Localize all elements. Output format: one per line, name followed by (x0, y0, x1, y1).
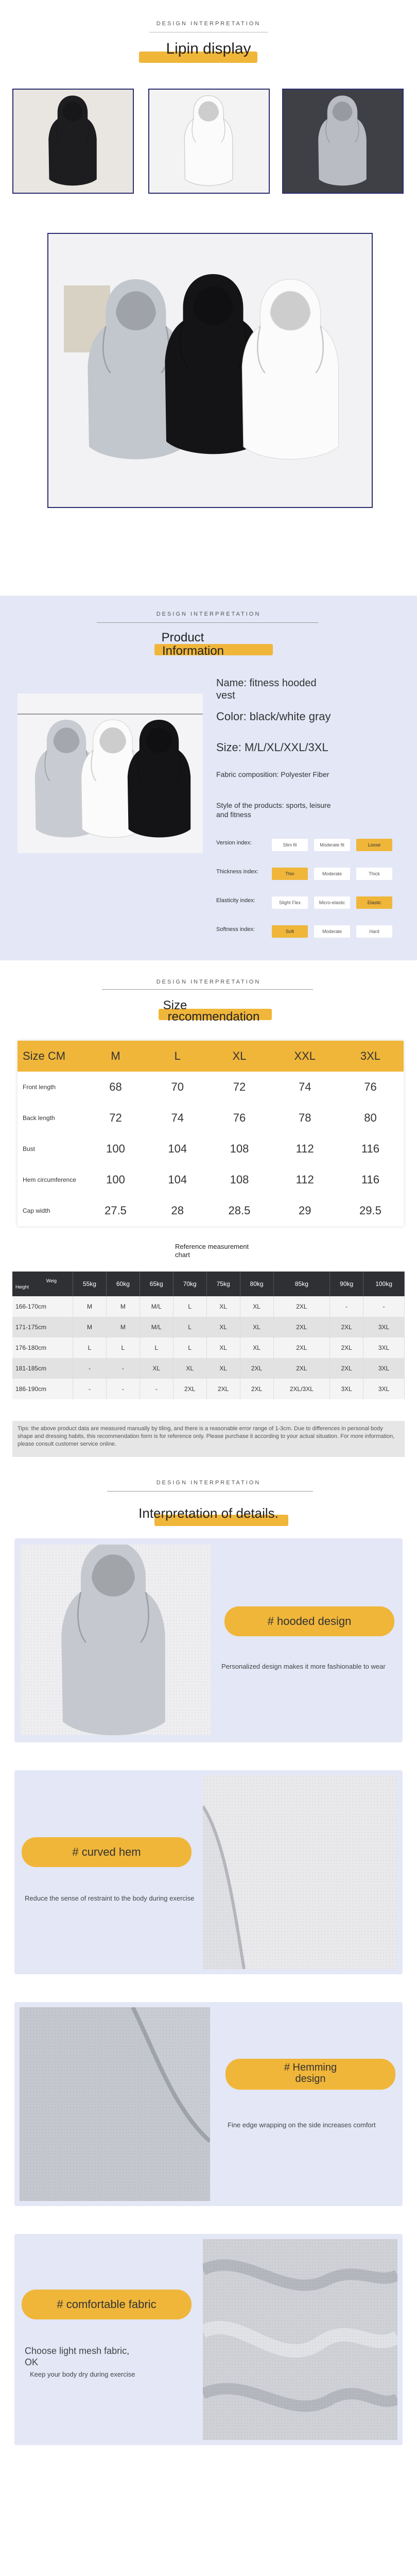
ref-table-cell: 2XL (240, 1379, 273, 1399)
size-table-cell: 112 (296, 1142, 314, 1155)
index-option: Moderate fit (314, 839, 350, 851)
ref-table-cell: XL (240, 1337, 273, 1358)
size-table-cell: 27.5 (105, 1204, 127, 1217)
ref-table-row (12, 1358, 405, 1379)
size-table-cell: 29 (298, 1204, 311, 1217)
section-title-line2: recommendation (167, 1010, 260, 1024)
index-option: Micro-elastic (314, 896, 350, 909)
detail-description-line1: Choose light mesh fabric, (25, 2346, 130, 2356)
ref-table-cell: - (73, 1358, 107, 1379)
header-divider (107, 1491, 313, 1492)
size-table-row-label: Cap width (23, 1207, 50, 1214)
size-table-cell: 72 (233, 1080, 246, 1093)
index-label: Softness index: (216, 926, 255, 933)
ref-table-cell: L (173, 1337, 206, 1358)
size-table-header: 3XL (337, 1041, 404, 1072)
product-fabric: Fabric composition: Polyester Fiber (216, 770, 329, 778)
size-table-header: L (149, 1041, 206, 1072)
section-details (0, 1468, 417, 2576)
product-name: Name: fitness hooded vest (216, 677, 317, 701)
size-table-row (18, 1195, 404, 1226)
ref-table-cell: 2XL (330, 1317, 363, 1337)
ref-table-cell: 3XL (363, 1317, 405, 1337)
ref-table-header: 85kg (273, 1272, 330, 1296)
section-kicker: DESIGN INTERPRETATION (156, 611, 261, 617)
product-size: Size: M/L/XL/XXL/3XL (216, 741, 328, 754)
size-table-cell: 70 (171, 1080, 184, 1093)
detail-card-fabric (14, 2234, 403, 2445)
ref-table-cell: 2XL/3XL (273, 1379, 330, 1399)
index-option: Thick (356, 868, 392, 880)
ref-table-cell: - (140, 1379, 173, 1399)
index-option: Slim fit (272, 839, 308, 851)
product-photo-trio-hanging (47, 233, 373, 508)
section-kicker: DESIGN INTERPRETATION (156, 1480, 261, 1486)
ref-table-cell: 2XL (206, 1379, 240, 1399)
ref-table-cell: L (140, 1337, 173, 1358)
index-option: Hard (356, 925, 392, 938)
index-option: Slight Flex (272, 896, 308, 909)
detail-card-curved-hem (14, 1770, 403, 1974)
ref-table-header: 75kg (206, 1272, 240, 1296)
ref-table-cell: L (173, 1317, 206, 1337)
detail-tag (225, 2059, 395, 2090)
detail-tag: # curved hem (22, 1837, 192, 1867)
fabric-photo (203, 2239, 397, 2440)
detail-description-line2: OK (25, 2357, 39, 2367)
section-size-recommendation (0, 969, 417, 1468)
detail-card-hooded (14, 1538, 403, 1742)
product-photo-gray-hanging (282, 89, 404, 194)
ref-table-cell: 3XL (330, 1379, 363, 1399)
ref-table-cell: - (106, 1358, 140, 1379)
size-table-cell: 78 (298, 1111, 311, 1124)
ref-table-cell: XL (206, 1296, 240, 1317)
product-info-photo (18, 693, 203, 853)
index-option: Soft (272, 925, 308, 938)
size-table-row-label: Bust (23, 1145, 36, 1153)
detail-description-line3: Keep your body dry during exercise (30, 2370, 135, 2378)
header-divider (97, 622, 318, 623)
size-table-cell: 100 (106, 1173, 125, 1186)
size-table-cell: 108 (230, 1142, 249, 1155)
size-table-cell: 28 (171, 1204, 184, 1217)
ref-table-cell: 3XL (363, 1358, 405, 1379)
ref-table-cell: 2XL (173, 1379, 206, 1399)
ref-table-cell: XL (140, 1358, 173, 1379)
section-title: Interpretation of details. (138, 1505, 279, 1521)
product-photo-white-hanging (148, 89, 270, 194)
ref-table-cell: M (73, 1296, 107, 1317)
ref-table-header: 70kg (173, 1272, 206, 1296)
ref-table-header: 65kg (140, 1272, 173, 1296)
size-table-row-label: Hem circumference (23, 1176, 77, 1183)
product-color: Color: black/white gray (216, 710, 331, 723)
size-table-cell: 76 (364, 1080, 377, 1093)
product-photo-black-hanging (12, 89, 134, 194)
ref-table-cell: 2XL (240, 1358, 273, 1379)
ref-table-header: 100kg (363, 1272, 405, 1296)
ref-table-row-label: 181-185cm (12, 1358, 73, 1379)
size-table (18, 1041, 404, 1226)
ref-table-cell: XL (240, 1296, 273, 1317)
reference-measurement-table (12, 1272, 405, 1399)
ref-table-cell: 2XL (273, 1296, 330, 1317)
index-option: Thin (272, 868, 308, 880)
ref-table-cell: M (106, 1296, 140, 1317)
ref-table-cell: - (330, 1296, 363, 1317)
index-option: Moderate (314, 868, 350, 880)
ref-table-header: 80kg (240, 1272, 273, 1296)
size-table-cell: 74 (298, 1080, 311, 1093)
detail-tag-line2: design (295, 2073, 326, 2084)
ref-table-row-label: 176-180cm (12, 1337, 73, 1358)
size-table-cell: 112 (296, 1173, 314, 1186)
ref-table-header: 55kg (73, 1272, 107, 1296)
size-table-cell: 80 (364, 1111, 377, 1124)
hood-photo (21, 1545, 211, 1735)
section-title-line2: Information (162, 644, 224, 658)
ref-table-cell: - (363, 1296, 405, 1317)
size-table-cell: 29.5 (359, 1204, 381, 1217)
hemming-photo (20, 2007, 210, 2201)
size-table-row (18, 1164, 404, 1195)
ref-table-cell: M (73, 1317, 107, 1337)
header-divider (102, 989, 313, 990)
ref-table-row-label: 166-170cm (12, 1296, 73, 1317)
tips-text: Tips: the above product data are measured manually by tiling, and there is a reasonable error range of 1-3cm. Due to differences in personal body shape and dressing habits, this recommendation form is for reference only. Please purchase it according to your actual situation. For more information, please consult customer service online. (18, 1426, 395, 1447)
ref-table-row-label: 186-190cm (12, 1379, 73, 1399)
ref-table-cell: XL (206, 1337, 240, 1358)
ref-table-header: 60kg (106, 1272, 140, 1296)
ref-table-cell: XL (240, 1317, 273, 1337)
size-table-cell: 104 (168, 1142, 187, 1155)
section-divider (0, 960, 417, 969)
ref-table-row-label: 171-175cm (12, 1317, 73, 1337)
section-title-line1: Product (161, 631, 204, 645)
index-option: Loose (356, 839, 392, 851)
ref-table-cell: XL (206, 1317, 240, 1337)
section-title: Lipin display (166, 40, 251, 57)
detail-tag: # hooded design (224, 1606, 394, 1636)
detail-card-hemming (14, 2002, 403, 2206)
size-table-cell: 72 (109, 1111, 122, 1124)
ref-corner-height: Height (15, 1284, 29, 1290)
index-label: Version index: (216, 840, 252, 846)
ref-table-cell: 2XL (330, 1358, 363, 1379)
size-table-header: XL (206, 1041, 272, 1072)
ref-table-row (12, 1379, 405, 1399)
hem-photo (203, 1775, 396, 1969)
ref-table-row (12, 1296, 405, 1317)
size-table-row-label: Front length (23, 1083, 56, 1091)
size-table-header: XXL (272, 1041, 337, 1072)
ref-table-cell: M/L (140, 1296, 173, 1317)
detail-tag-line1: # Hemming (284, 2062, 337, 2073)
ref-table-corner (12, 1272, 73, 1296)
ref-table-cell: L (106, 1337, 140, 1358)
size-table-header: M (82, 1041, 149, 1072)
detail-description: Reduce the sense of restraint to the body during exercise (25, 1894, 195, 1902)
size-table-cell: 108 (230, 1173, 249, 1186)
index-option: Elastic (356, 896, 392, 909)
ref-table-cell: 2XL (273, 1337, 330, 1358)
ref-table-cell: XL (173, 1358, 206, 1379)
size-table-cell: 116 (361, 1142, 379, 1155)
product-style: Style of the products: sports, leisure and fitness (216, 801, 331, 819)
ref-table-cell: M/L (140, 1317, 173, 1337)
size-table-cell: 68 (109, 1080, 122, 1093)
section-title-line1: Size (163, 998, 187, 1012)
size-table-cell: 76 (233, 1111, 246, 1124)
detail-tag: # comfortable fabric (22, 2290, 192, 2319)
section-divider (0, 587, 417, 596)
ref-chart-title-line1: Reference measurement (175, 1243, 249, 1250)
size-table-cell: 116 (361, 1173, 379, 1186)
section-product-info (0, 596, 417, 960)
size-table-cell: 74 (171, 1111, 184, 1124)
ref-corner-weight: Weig (46, 1278, 57, 1283)
detail-description: Fine edge wrapping on the side increases comfort (228, 2121, 376, 2129)
ref-table-cell: 2XL (273, 1358, 330, 1379)
section-lipin-display (0, 0, 417, 587)
ref-table-cell: XL (206, 1358, 240, 1379)
section-kicker: DESIGN INTERPRETATION (156, 21, 261, 27)
ref-table-row (12, 1337, 405, 1358)
index-label: Elasticity index: (216, 897, 255, 904)
size-table-row-label: Back length (23, 1114, 55, 1122)
size-table-cell: 104 (168, 1173, 187, 1186)
size-table-row (18, 1072, 404, 1103)
ref-table-cell: - (106, 1379, 140, 1399)
index-option: Moderate (314, 925, 350, 938)
ref-table-row (12, 1317, 405, 1337)
ref-table-cell: L (73, 1337, 107, 1358)
ref-table-cell: 3XL (363, 1379, 405, 1399)
ref-table-cell: 2XL (330, 1337, 363, 1358)
index-label: Thickness index: (216, 869, 258, 875)
tips-box (12, 1421, 405, 1457)
ref-table-header: 90kg (330, 1272, 363, 1296)
ref-table-cell: 2XL (273, 1317, 330, 1337)
section-kicker: DESIGN INTERPRETATION (156, 979, 261, 985)
ref-table-cell: M (106, 1317, 140, 1337)
ref-table-cell: L (173, 1296, 206, 1317)
ref-chart-title-line2: chart (175, 1251, 190, 1259)
detail-description: Personalized design makes it more fashionable to wear (221, 1663, 386, 1670)
ref-table-cell: 3XL (363, 1337, 405, 1358)
size-table-row (18, 1133, 404, 1164)
ref-table-cell: - (73, 1379, 107, 1399)
size-table-header: Size CM (18, 1041, 82, 1072)
size-table-cell: 100 (106, 1142, 125, 1155)
size-table-cell: 28.5 (228, 1204, 251, 1217)
size-table-row (18, 1103, 404, 1133)
